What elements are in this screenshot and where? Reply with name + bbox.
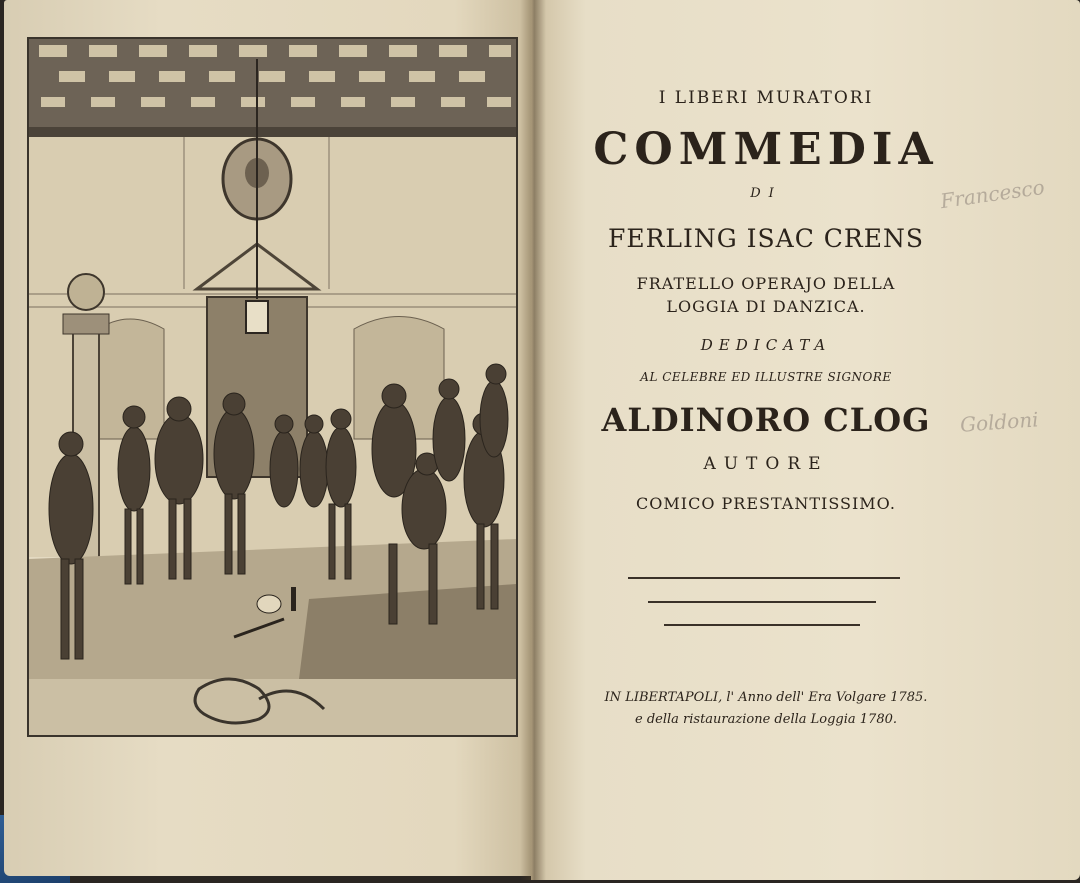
dedicatee-description: COMICO PRESTANTISSIMO. — [636, 494, 896, 513]
author-description-line-2: LOGGIA DI DANZICA. — [666, 297, 866, 316]
author-description-line-1: FRATELLO OPERAJO DELLA — [636, 274, 896, 293]
autore-label: AUTORE — [703, 454, 829, 474]
engraving-illustration — [29, 39, 516, 735]
decorative-rule-2 — [648, 601, 876, 603]
margin-handwriting-1: Francesco — [938, 174, 1046, 214]
imprint-line-1: IN LIBERTAPOLI, l' Anno dell' Era Volgare 1785. — [604, 690, 928, 705]
decorative-rule-1 — [628, 577, 900, 579]
dedicata-label: DEDICATA — [700, 336, 832, 354]
imprint-line-2: e della ristaurazione della Loggia 1780. — [635, 712, 897, 727]
dedicatee-name: ALDINORO CLOG — [601, 401, 931, 439]
author-name: FERLING ISAC CRENS — [607, 224, 925, 253]
margin-handwriting-2: Goldoni — [959, 407, 1040, 437]
di-label: DI — [750, 186, 782, 201]
pre-title: I LIBERI MURATORI — [658, 88, 874, 108]
decorative-rule-3 — [664, 624, 860, 626]
dedication-to: AL CELEBRE ED ILLUSTRE SIGNORE — [640, 370, 892, 384]
frontispiece-engraving — [27, 37, 518, 737]
main-title: COMMEDIA — [593, 124, 939, 175]
